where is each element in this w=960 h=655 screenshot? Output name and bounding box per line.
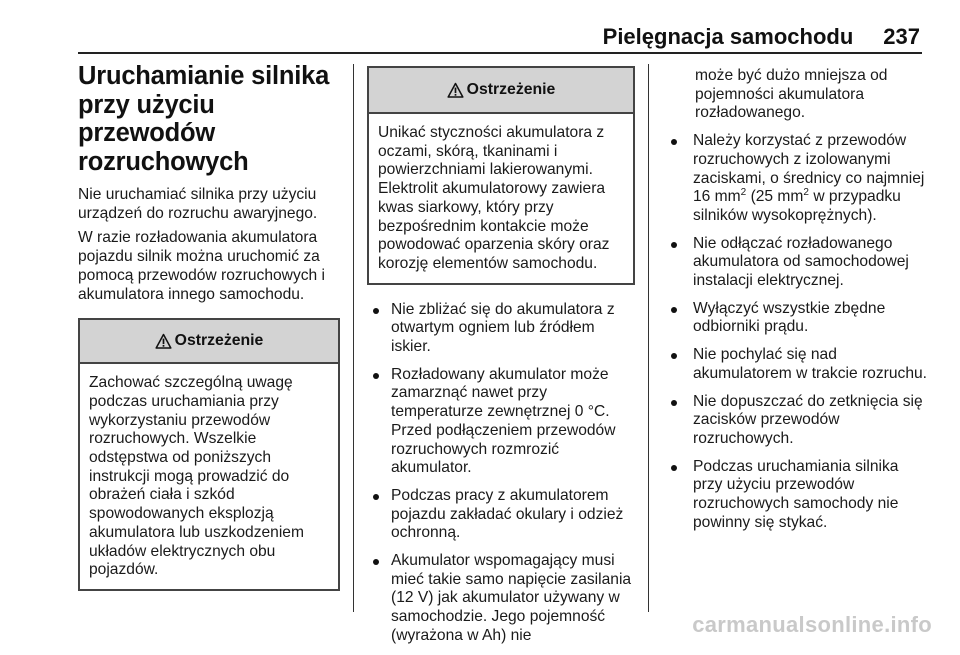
list-item bbox=[663, 300, 929, 337]
warning-title: Ostrzeżenie bbox=[466, 81, 556, 98]
warning-header bbox=[80, 320, 338, 364]
bullet-icon bbox=[671, 139, 677, 145]
warning-title: Ostrzeżenie bbox=[174, 332, 264, 350]
intro-paragraph: Nie uruchamiać silnika przy użyciu urządzeń do rozruchu awaryjnego. bbox=[78, 186, 318, 222]
list-item-text: Akumulator wspomagający musi mieć takie samo napięcie zasilania (12 V) jak akumulator używany w samochodzie. Jego pojemność (wyrażona w Ah) nie bbox=[391, 552, 632, 644]
list-item bbox=[367, 487, 635, 543]
list-item-text: Nie pochylać się nad akumulatorem w trakcie rozruchu. bbox=[693, 346, 927, 382]
bullet-icon bbox=[671, 307, 677, 313]
page-number: 237 bbox=[883, 24, 920, 49]
bullet-icon bbox=[373, 308, 379, 314]
bullet-icon bbox=[671, 242, 677, 248]
watermark: carmanualsonline.info bbox=[692, 612, 932, 637]
page-header bbox=[603, 22, 920, 52]
list-item-text: Podczas uruchamiania silnika przy użyciu przewodów rozruchowych samochody nie powinny się stykać. bbox=[693, 457, 899, 531]
bullet-list bbox=[663, 132, 929, 532]
header-divider bbox=[78, 52, 922, 54]
column-2 bbox=[367, 62, 635, 655]
section-title: Uruchamianie silnika przy użyciu przewodów rozruchowych bbox=[78, 62, 330, 176]
list-item bbox=[367, 301, 635, 357]
warning-triangle-icon bbox=[155, 333, 172, 350]
bullet-icon bbox=[373, 494, 379, 500]
list-item bbox=[663, 235, 929, 291]
header-title: Pielęgnacja samochodu bbox=[602, 24, 854, 49]
bullet-icon bbox=[671, 465, 677, 471]
list-item-text: Nie zbliżać się do akumulatora z otwartym ogniem lub źródłem iskier. bbox=[391, 300, 615, 356]
list-item-text: Nie odłączać rozładowanego akumulatora od samochodowej instalacji elektrycznej. bbox=[693, 234, 909, 290]
bullet-icon bbox=[373, 559, 379, 565]
list-item-text: Nie dopuszczać do zetknięcia się zacisków przewodów rozruchowych. bbox=[693, 392, 923, 447]
paragraph: W razie rozładowania akumulatora pojazdu silnik można uruchomić za pomocą przewodów rozruchowych i akumulatora innego samochodu. bbox=[78, 229, 326, 303]
list-item bbox=[663, 458, 929, 533]
column-divider-1 bbox=[353, 64, 354, 612]
list-item bbox=[367, 552, 635, 646]
continuation-text: może być dużo mniejsza od pojemności akumulatora rozładowanego. bbox=[695, 67, 888, 122]
warning-text: Unikać styczności akumulatora z oczami, skórą, tkaninami i powierzchniami lakierowanymi. Elektrolit akumulatorowy zawiera kwas siarkowy, który przy bezpośrednim kontakcie może powodować oparzenia skóry oraz korozję elementów samochodu. bbox=[378, 124, 610, 272]
list-item-text: Należy korzystać z przewodów rozruchowych z izolowanymi zaciskami, o średnicy co najmniej 16 $mm^2$ (25 $mm^2$ w przypadku silników wysokoprężnych). bbox=[693, 132, 925, 224]
warning-header bbox=[369, 68, 633, 114]
list-item bbox=[367, 366, 635, 478]
column-divider-2 bbox=[648, 64, 649, 612]
warning-text: Zachować szczególną uwagę podczas uruchamiania przy wykorzystaniu przewodów rozruchowych. Wszelkie odstępstwa od poniższych instrukcji mogą prowadzić do obrażeń ciała i szkód spowodowanych eksplozją akumulatora lub uszkodzeniem układów elektrycznych obu pojazdów. bbox=[89, 374, 304, 579]
warning-box bbox=[78, 318, 340, 591]
bullet-icon bbox=[373, 373, 379, 379]
column-3 bbox=[663, 62, 929, 541]
list-item-text: Podczas pracy z akumulatorem pojazdu zakładać okulary i odzież ochronną. bbox=[391, 486, 624, 542]
warning-triangle-icon bbox=[447, 82, 464, 99]
list-item-text: Wyłączyć wszystkie zbędne odbiorniki prądu. bbox=[693, 299, 886, 336]
list-item-text: Rozładowany akumulator może zamarznąć nawet przy temperaturze zewnętrznej 0 °C. Przed podłączeniem przewodów rozruchowych rozmrozić akumulator. bbox=[391, 365, 616, 477]
column-1 bbox=[78, 62, 340, 591]
bullet-icon bbox=[671, 400, 677, 406]
list-item bbox=[663, 132, 929, 226]
bullet-list bbox=[367, 301, 635, 646]
list-item bbox=[663, 346, 929, 383]
bullet-icon bbox=[671, 353, 677, 359]
list-item bbox=[663, 393, 929, 449]
warning-box bbox=[367, 66, 635, 285]
